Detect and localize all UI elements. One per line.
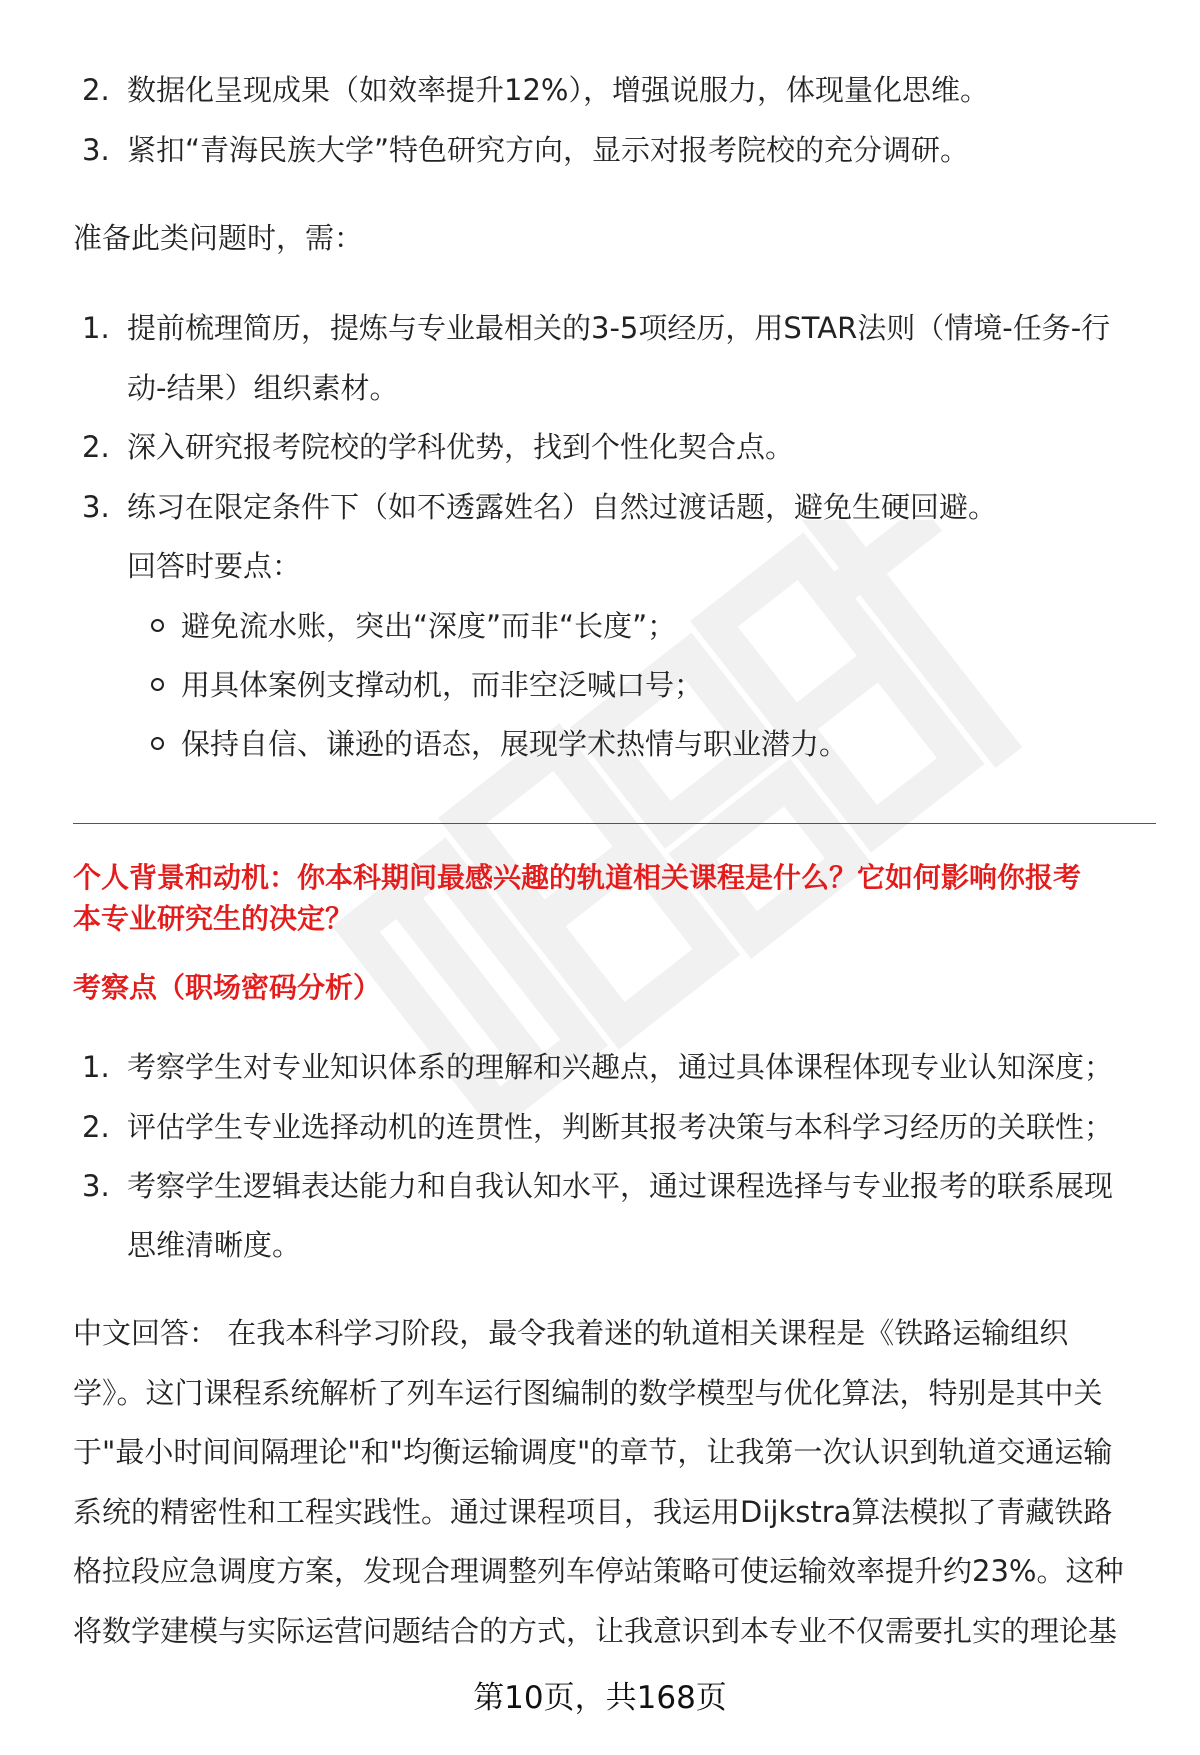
answer-paragraph-line: 中文回答： 在我本科学习阶段，最令我着迷的轨道相关课程是《铁路运输组织 xyxy=(73,1316,1069,1350)
answer-paragraph-line: 格拉段应急调度方案，发现合理调整列车停站策略可使运输效率提升约23%。这种 xyxy=(73,1554,1124,1588)
list-item-text: 评估学生专业选择动机的连贯性，判断其报考决策与本科学习经历的关联性； xyxy=(127,1110,1114,1144)
section-divider xyxy=(73,823,1156,824)
answer-paragraph-line: 于"最小时间间隔理论"和"均衡运输调度"的章节，让我第一次认识到轨道交通运输 xyxy=(73,1435,1113,1469)
exam-heading: 考察点（职场密码分析） xyxy=(73,971,382,1004)
list-item-text: 考察学生逻辑表达能力和自我认知水平，通过课程选择与专业报考的联系展现 xyxy=(127,1169,1114,1203)
list-item-text: 考察学生对专业知识体系的理解和兴趣点，通过具体课程体现专业认知深度； xyxy=(127,1050,1114,1084)
answer-point: 避免流水账，突出“深度”而非“长度”； xyxy=(181,609,677,643)
list-item-text: 思维清晰度。 xyxy=(127,1228,302,1262)
question-title: 个人背景和动机：你本科期间最感兴趣的轨道相关课程是什么？它如何影响你报考 xyxy=(73,861,1082,894)
list-number: 3. xyxy=(82,133,110,167)
list-number: 2. xyxy=(82,430,110,464)
answer-paragraph-line: 系统的精密性和工程实践性。通过课程项目，我运用Dijkstra算法模拟了青藏铁路 xyxy=(73,1495,1113,1529)
list-item-text: 数据化呈现成果（如效率提升12%），增强说服力，体现量化思维。 xyxy=(127,73,989,107)
list-number: 2. xyxy=(82,1110,110,1144)
list-number: 3. xyxy=(82,490,110,524)
circle-bullet-icon xyxy=(151,737,164,750)
list-number: 1. xyxy=(82,1050,110,1084)
list-item-text: 深入研究报考院校的学科优势，找到个性化契合点。 xyxy=(127,430,795,464)
list-item-text: 动-结果）组织素材。 xyxy=(127,371,399,405)
question-title: 本专业研究生的决定？ xyxy=(73,902,354,935)
list-number: 1. xyxy=(82,311,110,345)
list-item-text: 提前梳理简历，提炼与专业最相关的3-5项经历，用STAR法则（情境-任务-行 xyxy=(127,311,1111,345)
answer-paragraph-line: 学》。这门课程系统解析了列车运行图编制的数学模型与优化算法，特别是其中关 xyxy=(73,1376,1103,1410)
circle-bullet-icon xyxy=(151,678,164,691)
page-number-footer: 第10页，共168页 xyxy=(473,1680,727,1716)
list-item-text: 紧扣“青海民族大学”特色研究方向，显示对报考院校的充分调研。 xyxy=(127,133,970,167)
list-item-text: 练习在限定条件下（如不透露姓名）自然过渡话题，避免生硬回避。 xyxy=(127,490,998,524)
answer-points-title: 回答时要点： xyxy=(127,549,302,583)
answer-point: 用具体案例支撑动机，而非空泛喊口号； xyxy=(181,668,704,702)
circle-bullet-icon xyxy=(151,619,164,632)
list-number: 3. xyxy=(82,1169,110,1203)
list-number: 2. xyxy=(82,73,110,107)
answer-paragraph-line: 将数学建模与实际运营问题结合的方式，让我意识到本专业不仅需要扎实的理论基 xyxy=(73,1614,1118,1648)
answer-point: 保持自信、谦逊的语态，展现学术热情与职业潜力。 xyxy=(181,727,849,761)
prep-intro: 准备此类问题时，需： xyxy=(73,221,364,255)
